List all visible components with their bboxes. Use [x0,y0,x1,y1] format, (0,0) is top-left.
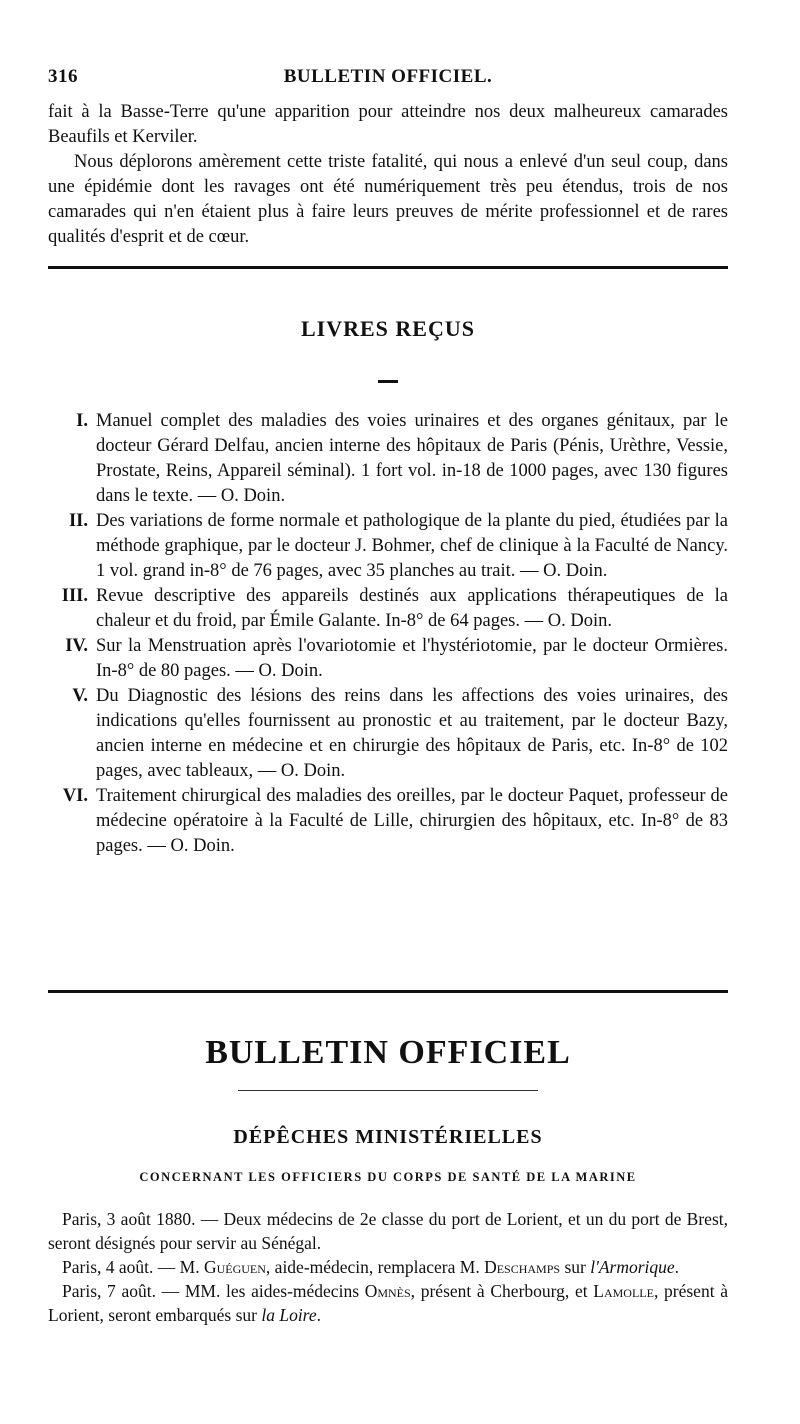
section-rule [48,990,728,993]
item-number: I. [76,411,88,431]
list-item [48,509,728,584]
depeche-3-part: , présent à Lorient, seront embarqués sur [48,1281,729,1325]
officer-name: Lamolle [593,1281,654,1301]
heading-underline [238,1090,538,1091]
item-text: Du Diagnostic des lésions des reins dans les affections des voies urinaires, des indications qu'elles fournissent au pronostic et au traitement, par le docteur Bazy, ancien interne en médecine et en chirurgie des hôpitaux de Paris, etc. In-8° de 102 pages, avec tableaux, — O. Doin. [96,686,728,781]
books-list [48,409,728,859]
ship-name: l'Armorique [590,1257,675,1277]
item-number: V. [72,686,88,706]
intro-paragraph-2: Nous déplorons amèrement cette triste fatalité, qui nous a enlevé d'un seul coup, dans une épidémie dont les ravages ont été numériquement très peu étendus, trois de nos camarades qui n'en étaient plus à faire leurs preuves de mérite professionnel et de rares qualités d'esprit et de cœur. [48,152,728,247]
depeche-2-part: Paris, 4 août. — M. [62,1257,204,1277]
intro-text [48,100,728,250]
depeche-2 [48,1255,728,1279]
item-text: Des variations de forme normale et pathologique de la plante du pied, étudiées par la méthode graphique, par le docteur J. Bohmer, chef de clinique à la Faculté de Nancy. 1 vol. grand in-8° de 76 pages, avec 35 planches au trait. — O. Doin. [96,511,728,581]
item-number: IV. [65,636,88,656]
list-item [48,784,728,859]
list-item [48,684,728,784]
intro-paragraph-1: fait à la Basse-Terre qu'une apparition pour atteindre nos deux malheureux camarades Beaufils et Kerviler. [48,102,728,147]
depeches-heading: DÉPÊCHES MINISTÉRIELLES [233,1126,543,1148]
officer-name: Deschamps [484,1257,561,1277]
item-text: Manuel complet des maladies des voies urinaires et des organes génitaux, par le docteur Gérard Delfau, ancien interne des hôpitaux de Paris (Pénis, Urèthre, Vessie, Prostate, Reins, Appareil séminal). 1 fort vol. in-18 de 1000 pages, avec 130 figures dans le texte. — O. Doin. [96,411,728,506]
depeche-3-part: Paris, 7 août. — MM. les aides-médecins [62,1281,365,1301]
item-number: VI. [62,786,88,806]
officer-name: Guéguen [203,1257,266,1277]
item-text: Sur la Menstruation après l'ovariotomie et l'hystériotomie, par le docteur Ormières. In-8° de 80 pages. — O. Doin. [96,636,728,681]
ship-name: la Loire [261,1305,317,1325]
heading-dash [378,380,398,383]
depeches-text [48,1207,728,1327]
depeche-3 [48,1279,728,1327]
livres-recus-heading: LIVRES REÇUS [301,316,475,341]
officer-name: Omnès [364,1281,411,1301]
depeche-2-part: . [674,1257,680,1277]
concernant-subheading: CONCERNANT LES OFFICIERS DU CORPS DE SANTÉ DE LA MARINE [139,1170,637,1184]
bulletin-officiel-heading: BULLETIN OFFICIEL [205,1034,571,1071]
list-item [48,584,728,634]
item-number: II. [68,511,88,531]
depeche-3-part: . [316,1305,321,1325]
depeche-3-part: , présent à Cherbourg, et [410,1281,594,1301]
depeche-2-part: sur [560,1257,591,1277]
list-item [48,409,728,509]
item-number: III. [61,586,88,606]
section-rule [48,266,728,269]
page-number: 316 [48,66,78,87]
depeche-2-part: , aide-médecin, remplacera M. [265,1257,485,1277]
depeche-1: Paris, 3 août 1880. — Deux médecins de 2e classe du port de Lorient, et un du port de Brest, seront désignés pour servir au Sénégal. [48,1209,728,1253]
item-text: Revue descriptive des appareils destinés aux applications thérapeutiques de la chaleur et du froid, par Émile Galante. In-8° de 64 pages. — O. Doin. [96,586,728,631]
item-text: Traitement chirurgical des maladies des oreilles, par le docteur Paquet, professeur de médecine opératoire à la Faculté de Lille, chirurgien des hôpitaux, etc. In-8° de 83 pages. — O. Doin. [96,786,728,856]
list-item [48,634,728,684]
running-title: BULLETIN OFFICIEL. [283,66,493,87]
